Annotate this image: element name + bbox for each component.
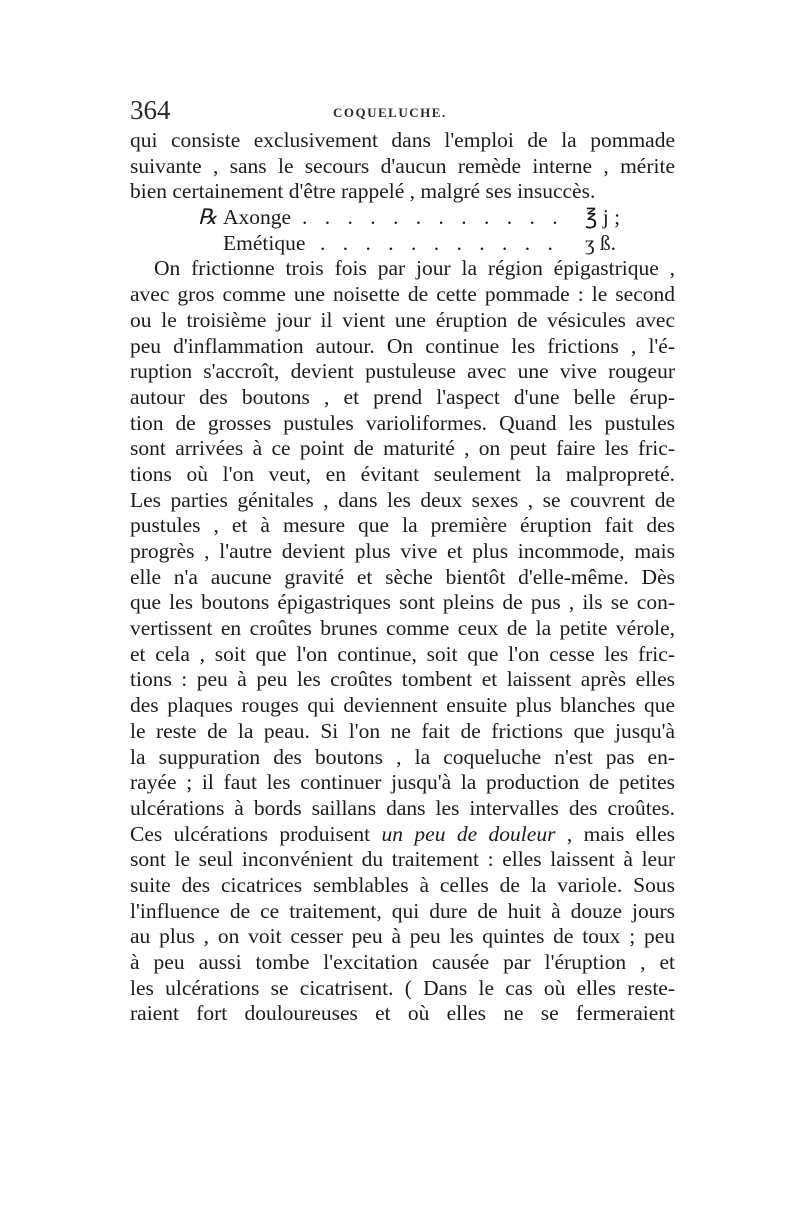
page-header (130, 95, 670, 125)
text-line: rayée ; il faut les continuer jusqu'à la production de petites (130, 770, 675, 795)
text-line: le reste de la peau. Si l'on ne fait de frictions que jusqu'à (130, 718, 675, 743)
leader-dots: . . . . . . . . . . . (320, 230, 559, 255)
text-line: que les boutons épigastriques sont pleins de pus , ils se con- (130, 590, 675, 615)
text-line: raient fort douloureuses et où elles ne se fermeraient (130, 1001, 675, 1026)
formula-line-emetique (130, 231, 675, 257)
text-line: peu d'inflammation autour. On continue les frictions , l'é- (130, 333, 675, 358)
page-number: 364 (130, 95, 171, 125)
text-line: progrès , l'autre devient plus vive et plus incommode, mais (130, 539, 675, 563)
text-line: autour des boutons , et prend l'aspect d'une belle érup- (130, 384, 675, 409)
text-line: vertissent en croûtes brunes comme ceux de la petite vérole, (130, 616, 675, 641)
formula-line-axonge (130, 205, 675, 231)
text-line: sont le seul inconvénient du traitement : elles laissent à leur (130, 847, 675, 872)
running-title: COQUELUCHE. (333, 105, 447, 120)
ingredient-name: Axonge (223, 205, 292, 230)
text-line: Les parties génitales , dans les deux sexes , se couvrent de (130, 487, 675, 512)
leader-dots: . . . . . . . . . . . . (302, 205, 564, 230)
text-line: la suppuration des boutons , la coqueluche n'est pas en- (130, 744, 675, 769)
text-line: elle n'a aucune gravité et sèche bientôt d'elle-même. Dès (130, 564, 675, 589)
page-body (130, 128, 675, 1027)
text-line-with-italic (130, 822, 675, 848)
text-line: qui consiste exclusivement dans l'emploi de la pommade (130, 128, 675, 152)
text-line: tions : peu à peu les croûtes tombent et laissent après elles (130, 667, 675, 692)
text-line: On frictionne trois fois par jour la région épigastrique , (154, 256, 675, 281)
recipe-symbol: ℞ (198, 205, 218, 230)
text-line: à peu aussi tombe l'excitation causée par l'éruption , et (130, 950, 675, 974)
text-line: au plus , on voit cesser peu à peu les quintes de toux ; peu (130, 924, 675, 949)
text-line: suivante , sans le secours d'aucun remède interne , mérite (130, 153, 675, 178)
ingredient-quantity: ʒ ß. (585, 230, 617, 255)
text-line: ulcérations à bords saillans dans les intervalles des croûtes. (130, 795, 675, 820)
text-line: ruption s'accroît, devient pustuleuse avec une vive rougeur (130, 359, 675, 384)
text-line: des plaques rouges qui deviennent ensuite plus blanches que (130, 693, 675, 718)
text-line: ou le troisième jour il vient une éruption de vésicules avec (130, 307, 675, 332)
italic-phrase: un peu de douleur (381, 821, 556, 846)
text-line: avec gros comme une noisette de cette pommade : le second (130, 282, 675, 307)
text-line: suite des cicatrices semblables à celles de la variole. Sous (130, 872, 675, 897)
text-span: Ces ulcérations produisent (130, 821, 382, 846)
text-line: et cela , soit que l'on continue, soit que l'on cesse les fric- (130, 641, 675, 666)
ingredient-name: Emétique (223, 230, 306, 255)
text-span: , mais elles (555, 821, 676, 846)
text-line: les ulcérations se cicatrisent. ( Dans le cas où elles reste- (130, 975, 675, 1000)
text-line: tions où l'on veut, en évitant seulement la malpropreté. (130, 461, 675, 486)
ingredient-quantity: ℥ j ; (585, 205, 621, 230)
text-line: sont arrivées à ce point de maturité , on peut faire les fric- (130, 436, 675, 461)
text-line: pustules , et à mesure que la première éruption fait des (130, 513, 675, 538)
text-line: l'influence de ce traitement, qui dure de huit à douze jours (130, 898, 675, 923)
text-line: bien certainement d'être rappelé , malgré ses insuccès. (130, 179, 596, 204)
text-line: tion de grosses pustules varioliformes. Quand les pustules (130, 410, 675, 435)
